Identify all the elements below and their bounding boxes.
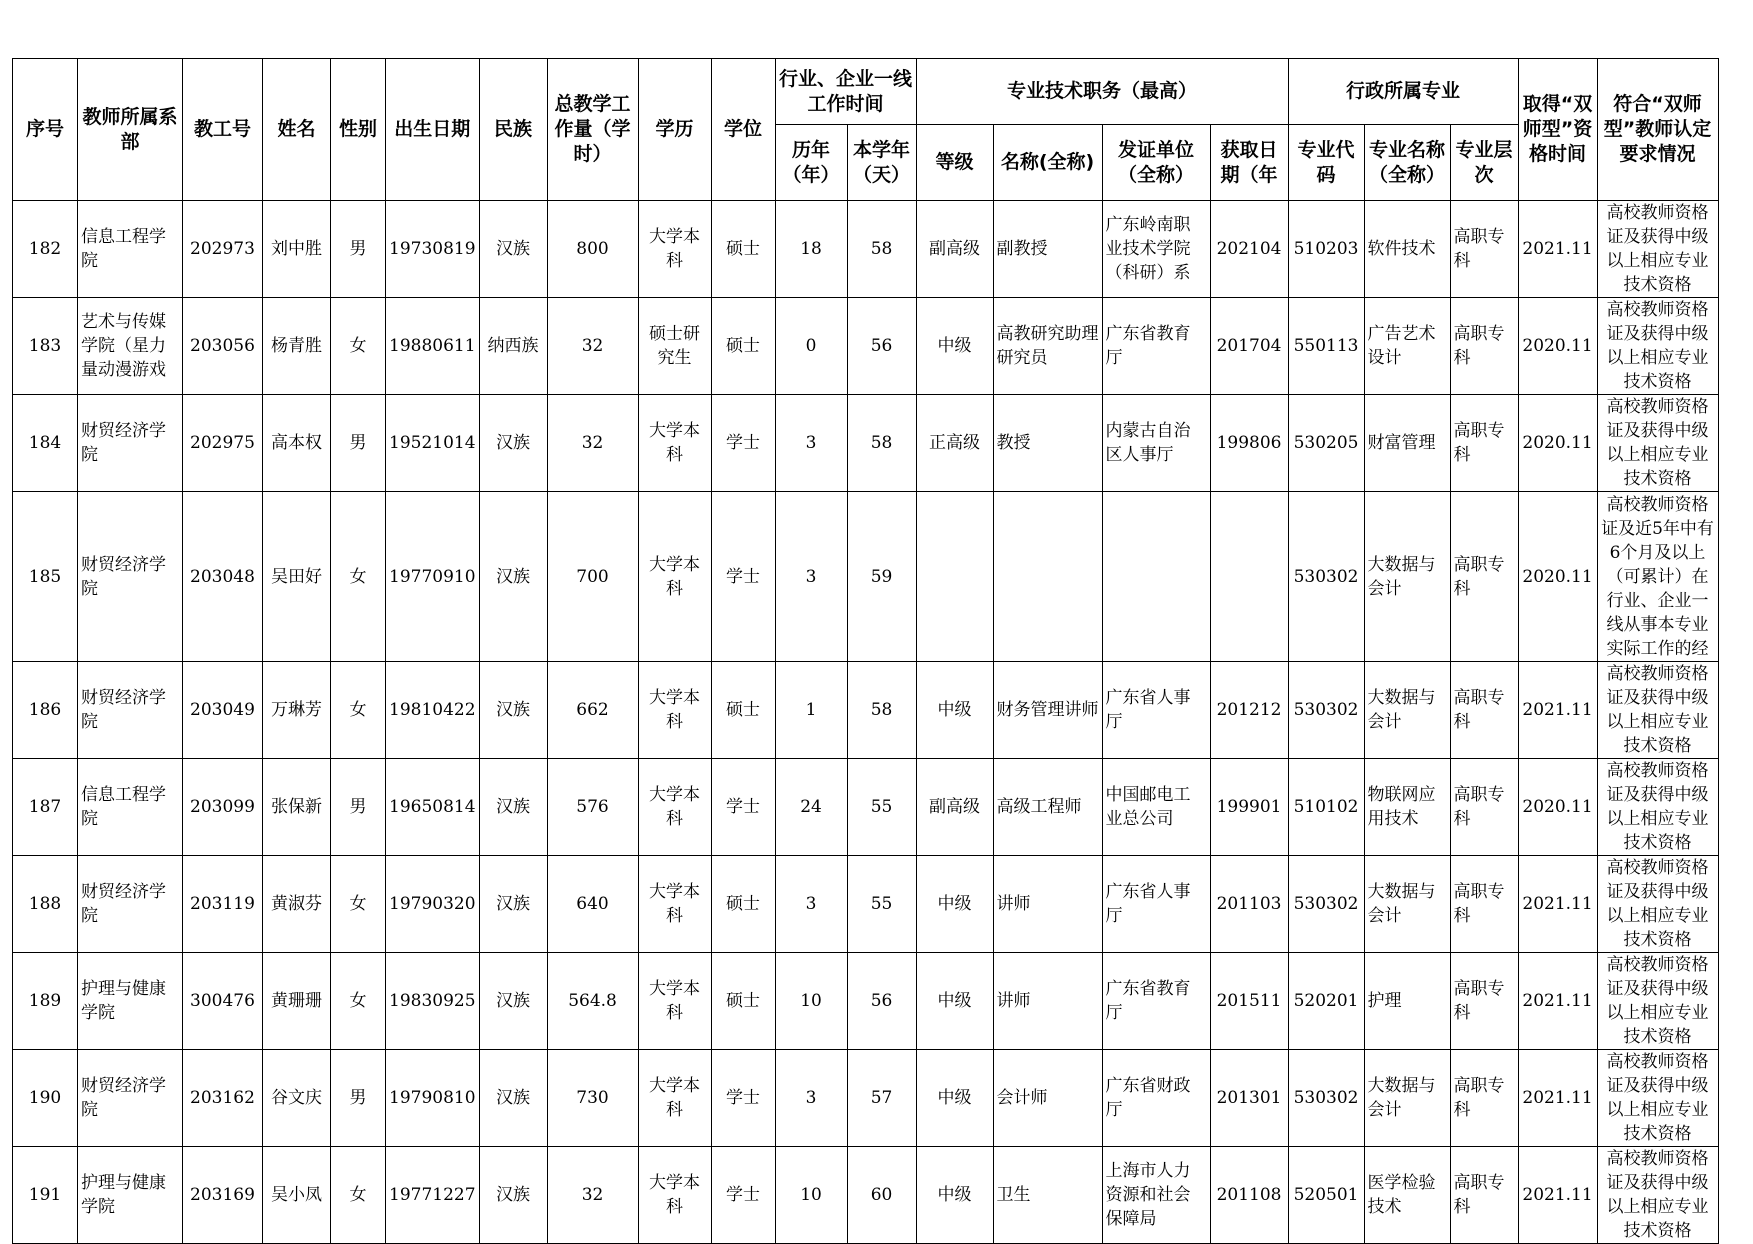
cell-degree: 硕士 (711, 856, 775, 953)
cell-staff-id: 203099 (183, 759, 263, 856)
cell-birth: 19770910 (386, 492, 480, 662)
cell-ethnic: 汉族 (479, 759, 547, 856)
cell-major-name: 医学检验技术 (1364, 1147, 1450, 1244)
cell-industry-total: 10 (775, 953, 847, 1050)
header-major-name: 专业名称（全称） (1364, 125, 1450, 201)
cell-title-date: 201301 (1210, 1050, 1288, 1147)
cell-industry-year: 59 (847, 492, 916, 662)
cell-major-name: 软件技术 (1364, 201, 1450, 298)
cell-education: 大学本科 (638, 1050, 711, 1147)
cell-gender: 男 (331, 1050, 386, 1147)
header-ethnic: 民族 (479, 59, 547, 201)
cell-gender: 男 (331, 759, 386, 856)
cell-dual-req: 高校教师资格证及获得中级以上相应专业技术资格 (1597, 856, 1718, 953)
cell-workload: 700 (547, 492, 638, 662)
cell-degree: 学士 (711, 759, 775, 856)
cell-workload: 640 (547, 856, 638, 953)
cell-ethnic: 汉族 (479, 953, 547, 1050)
header-title-level: 等级 (916, 125, 993, 201)
cell-workload: 800 (547, 201, 638, 298)
cell-title-level: 中级 (916, 953, 993, 1050)
cell-major-name: 大数据与会计 (1364, 856, 1450, 953)
cell-workload: 32 (547, 395, 638, 492)
cell-industry-total: 3 (775, 492, 847, 662)
cell-title-issuer: 内蒙古自治区人事厅 (1102, 395, 1210, 492)
cell-major-name: 广告艺术设计 (1364, 298, 1450, 395)
cell-seq: 184 (13, 395, 78, 492)
cell-staff-id: 203162 (183, 1050, 263, 1147)
cell-gender: 男 (331, 201, 386, 298)
cell-dual-req: 高校教师资格证及获得中级以上相应专业技术资格 (1597, 1050, 1718, 1147)
cell-seq: 191 (13, 1147, 78, 1244)
cell-dual-time: 2021.11 (1518, 1050, 1597, 1147)
cell-dual-time: 2020.11 (1518, 759, 1597, 856)
cell-major-code: 530302 (1288, 1050, 1364, 1147)
cell-degree: 学士 (711, 1147, 775, 1244)
cell-title-issuer: 广东省人事厅 (1102, 662, 1210, 759)
cell-major-level: 高职专科 (1450, 953, 1518, 1050)
cell-name: 黄珊珊 (263, 953, 331, 1050)
cell-seq: 185 (13, 492, 78, 662)
cell-industry-total: 3 (775, 856, 847, 953)
cell-title-date: 201511 (1210, 953, 1288, 1050)
cell-dual-time: 2021.11 (1518, 856, 1597, 953)
header-title-name: 名称(全称) (993, 125, 1102, 201)
cell-ethnic: 汉族 (479, 856, 547, 953)
cell-major-level: 高职专科 (1450, 662, 1518, 759)
cell-workload: 564.8 (547, 953, 638, 1050)
table-row (13, 662, 1719, 759)
cell-major-level: 高职专科 (1450, 298, 1518, 395)
cell-education: 硕士研究生 (638, 298, 711, 395)
cell-dual-time: 2021.11 (1518, 662, 1597, 759)
cell-ethnic: 汉族 (479, 492, 547, 662)
cell-workload: 730 (547, 1050, 638, 1147)
cell-title-level: 中级 (916, 1050, 993, 1147)
cell-birth: 19830925 (386, 953, 480, 1050)
cell-name: 高本权 (263, 395, 331, 492)
cell-name: 谷文庆 (263, 1050, 331, 1147)
cell-title-issuer: 上海市人力资源和社会保障局 (1102, 1147, 1210, 1244)
header-title-group: 专业技术职务（最高） (916, 59, 1288, 125)
cell-birth: 19771227 (386, 1147, 480, 1244)
cell-title-issuer: 广东省财政厅 (1102, 1050, 1210, 1147)
header-workload: 总教学工作量（学时） (547, 59, 638, 201)
cell-title-level: 正高级 (916, 395, 993, 492)
cell-ethnic: 汉族 (479, 662, 547, 759)
cell-dual-req: 高校教师资格证及获得中级以上相应专业技术资格 (1597, 201, 1718, 298)
cell-education: 大学本科 (638, 201, 711, 298)
header-dept: 教师所属系部 (78, 59, 183, 201)
cell-title-name: 高级工程师 (993, 759, 1102, 856)
cell-seq: 182 (13, 201, 78, 298)
cell-degree: 硕士 (711, 953, 775, 1050)
cell-dual-time: 2021.11 (1518, 1147, 1597, 1244)
header-dual-req: 符合“双师型”教师认定要求情况 (1597, 59, 1718, 201)
cell-title-name: 高教研究助理研究员 (993, 298, 1102, 395)
cell-industry-total: 24 (775, 759, 847, 856)
cell-industry-total: 3 (775, 1050, 847, 1147)
cell-birth: 19650814 (386, 759, 480, 856)
cell-education: 大学本科 (638, 492, 711, 662)
cell-gender: 女 (331, 1147, 386, 1244)
header-gender: 性别 (331, 59, 386, 201)
cell-industry-year: 56 (847, 953, 916, 1050)
cell-dept: 信息工程学院 (78, 759, 183, 856)
cell-dual-time: 2020.11 (1518, 298, 1597, 395)
cell-ethnic: 纳西族 (479, 298, 547, 395)
cell-title-date: 201108 (1210, 1147, 1288, 1244)
cell-dept: 财贸经济学院 (78, 662, 183, 759)
cell-staff-id: 203056 (183, 298, 263, 395)
header-title-issuer: 发证单位（全称） (1102, 125, 1210, 201)
cell-title-date: 201103 (1210, 856, 1288, 953)
cell-degree: 硕士 (711, 298, 775, 395)
cell-title-issuer: 广东省人事厅 (1102, 856, 1210, 953)
cell-industry-total: 10 (775, 1147, 847, 1244)
header-industry-year: 本学年（天） (847, 125, 916, 201)
cell-major-code: 530205 (1288, 395, 1364, 492)
cell-dept: 护理与健康学院 (78, 1147, 183, 1244)
cell-major-code: 530302 (1288, 856, 1364, 953)
cell-dept: 财贸经济学院 (78, 492, 183, 662)
cell-workload: 576 (547, 759, 638, 856)
cell-industry-year: 60 (847, 1147, 916, 1244)
cell-name: 万琳芳 (263, 662, 331, 759)
cell-major-code: 520501 (1288, 1147, 1364, 1244)
table-row (13, 395, 1719, 492)
cell-education: 大学本科 (638, 395, 711, 492)
cell-industry-year: 58 (847, 201, 916, 298)
table-row (13, 492, 1719, 662)
cell-major-level: 高职专科 (1450, 759, 1518, 856)
cell-major-name: 大数据与会计 (1364, 662, 1450, 759)
cell-major-name: 护理 (1364, 953, 1450, 1050)
cell-dept: 财贸经济学院 (78, 856, 183, 953)
cell-gender: 女 (331, 492, 386, 662)
cell-title-date (1210, 492, 1288, 662)
cell-staff-id: 203169 (183, 1147, 263, 1244)
header-seq: 序号 (13, 59, 78, 201)
cell-major-code: 530302 (1288, 662, 1364, 759)
cell-dual-time: 2020.11 (1518, 395, 1597, 492)
cell-dept: 护理与健康学院 (78, 953, 183, 1050)
cell-seq: 190 (13, 1050, 78, 1147)
cell-major-code: 550113 (1288, 298, 1364, 395)
cell-major-level: 高职专科 (1450, 201, 1518, 298)
cell-workload: 32 (547, 298, 638, 395)
cell-industry-year: 55 (847, 856, 916, 953)
cell-staff-id: 203119 (183, 856, 263, 953)
cell-staff-id: 203048 (183, 492, 263, 662)
table-row (13, 953, 1719, 1050)
cell-education: 大学本科 (638, 953, 711, 1050)
cell-title-level: 中级 (916, 1147, 993, 1244)
header-major-code: 专业代码 (1288, 125, 1364, 201)
cell-dual-req: 高校教师资格证及获得中级以上相应专业技术资格 (1597, 759, 1718, 856)
cell-title-date: 199901 (1210, 759, 1288, 856)
cell-industry-total: 18 (775, 201, 847, 298)
table-row (13, 201, 1719, 298)
cell-name: 黄淑芬 (263, 856, 331, 953)
cell-title-issuer: 中国邮电工业总公司 (1102, 759, 1210, 856)
cell-major-name: 大数据与会计 (1364, 1050, 1450, 1147)
cell-title-name: 财务管理讲师 (993, 662, 1102, 759)
cell-title-name: 教授 (993, 395, 1102, 492)
cell-staff-id: 203049 (183, 662, 263, 759)
cell-industry-year: 56 (847, 298, 916, 395)
header-birth: 出生日期 (386, 59, 480, 201)
cell-major-name: 物联网应用技术 (1364, 759, 1450, 856)
cell-title-name: 讲师 (993, 953, 1102, 1050)
cell-name: 刘中胜 (263, 201, 331, 298)
cell-title-name: 讲师 (993, 856, 1102, 953)
cell-major-code: 530302 (1288, 492, 1364, 662)
cell-name: 吴田好 (263, 492, 331, 662)
cell-education: 大学本科 (638, 759, 711, 856)
cell-dual-time: 2021.11 (1518, 201, 1597, 298)
header-name: 姓名 (263, 59, 331, 201)
cell-birth: 19880611 (386, 298, 480, 395)
cell-dept: 财贸经济学院 (78, 395, 183, 492)
cell-ethnic: 汉族 (479, 1050, 547, 1147)
cell-dual-req: 高校教师资格证及获得中级以上相应专业技术资格 (1597, 395, 1718, 492)
cell-education: 大学本科 (638, 1147, 711, 1244)
cell-seq: 186 (13, 662, 78, 759)
cell-dual-time: 2021.11 (1518, 953, 1597, 1050)
cell-title-date: 199806 (1210, 395, 1288, 492)
cell-industry-total: 1 (775, 662, 847, 759)
cell-seq: 189 (13, 953, 78, 1050)
header-industry-group: 行业、企业一线工作时间 (775, 59, 916, 125)
cell-title-issuer: 广东岭南职业技术学院（科研）系 (1102, 201, 1210, 298)
cell-education: 大学本科 (638, 856, 711, 953)
cell-industry-year: 58 (847, 395, 916, 492)
cell-staff-id: 202973 (183, 201, 263, 298)
cell-title-issuer: 广东省教育厅 (1102, 953, 1210, 1050)
cell-industry-year: 57 (847, 1050, 916, 1147)
cell-name: 吴小凤 (263, 1147, 331, 1244)
cell-birth: 19810422 (386, 662, 480, 759)
cell-degree: 学士 (711, 492, 775, 662)
cell-seq: 183 (13, 298, 78, 395)
cell-major-code: 510102 (1288, 759, 1364, 856)
cell-gender: 女 (331, 298, 386, 395)
cell-dept: 财贸经济学院 (78, 1050, 183, 1147)
cell-gender: 女 (331, 953, 386, 1050)
cell-degree: 硕士 (711, 201, 775, 298)
cell-dual-req: 高校教师资格证及近5年中有6个月及以上（可累计）在行业、企业一线从事本专业实际工作的经 (1597, 492, 1718, 662)
cell-major-level: 高职专科 (1450, 856, 1518, 953)
cell-dual-time: 2020.11 (1518, 492, 1597, 662)
cell-ethnic: 汉族 (479, 201, 547, 298)
cell-birth: 19730819 (386, 201, 480, 298)
cell-birth: 19790810 (386, 1050, 480, 1147)
table-row (13, 1050, 1719, 1147)
header-education: 学历 (638, 59, 711, 201)
cell-industry-year: 55 (847, 759, 916, 856)
cell-staff-id: 202975 (183, 395, 263, 492)
cell-birth: 19521014 (386, 395, 480, 492)
header-dual-time: 取得“双师型”资格时间 (1518, 59, 1597, 201)
cell-dual-req: 高校教师资格证及获得中级以上相应专业技术资格 (1597, 298, 1718, 395)
header-major-level: 专业层次 (1450, 125, 1518, 201)
cell-education: 大学本科 (638, 662, 711, 759)
cell-dept: 信息工程学院 (78, 201, 183, 298)
cell-name: 杨青胜 (263, 298, 331, 395)
cell-degree: 学士 (711, 395, 775, 492)
table-row (13, 298, 1719, 395)
cell-major-level: 高职专科 (1450, 492, 1518, 662)
header-title-date: 获取日期（年 (1210, 125, 1288, 201)
cell-title-level: 副高级 (916, 201, 993, 298)
cell-ethnic: 汉族 (479, 395, 547, 492)
cell-industry-total: 3 (775, 395, 847, 492)
cell-ethnic: 汉族 (479, 1147, 547, 1244)
cell-title-name: 副教授 (993, 201, 1102, 298)
table-row (13, 856, 1719, 953)
cell-major-name: 大数据与会计 (1364, 492, 1450, 662)
cell-title-level: 中级 (916, 856, 993, 953)
cell-title-issuer (1102, 492, 1210, 662)
cell-gender: 女 (331, 662, 386, 759)
cell-dual-req: 高校教师资格证及获得中级以上相应专业技术资格 (1597, 1147, 1718, 1244)
cell-workload: 32 (547, 1147, 638, 1244)
cell-industry-total: 0 (775, 298, 847, 395)
cell-gender: 男 (331, 395, 386, 492)
cell-title-date: 201212 (1210, 662, 1288, 759)
cell-degree: 学士 (711, 1050, 775, 1147)
cell-dept: 艺术与传媒学院（星力量动漫游戏 (78, 298, 183, 395)
cell-title-level: 中级 (916, 298, 993, 395)
cell-major-level: 高职专科 (1450, 1147, 1518, 1244)
header-major-group: 行政所属专业 (1288, 59, 1518, 125)
cell-staff-id: 300476 (183, 953, 263, 1050)
cell-title-level: 副高级 (916, 759, 993, 856)
cell-title-level: 中级 (916, 662, 993, 759)
table-row (13, 759, 1719, 856)
cell-title-level (916, 492, 993, 662)
cell-industry-year: 58 (847, 662, 916, 759)
cell-seq: 188 (13, 856, 78, 953)
cell-title-date: 201704 (1210, 298, 1288, 395)
cell-birth: 19790320 (386, 856, 480, 953)
cell-major-name: 财富管理 (1364, 395, 1450, 492)
cell-title-issuer: 广东省教育厅 (1102, 298, 1210, 395)
cell-major-level: 高职专科 (1450, 395, 1518, 492)
cell-major-code: 520201 (1288, 953, 1364, 1050)
cell-degree: 硕士 (711, 662, 775, 759)
header-industry-total: 历年（年） (775, 125, 847, 201)
cell-title-name (993, 492, 1102, 662)
table-row (13, 1147, 1719, 1244)
cell-title-name: 会计师 (993, 1050, 1102, 1147)
cell-gender: 女 (331, 856, 386, 953)
cell-workload: 662 (547, 662, 638, 759)
header-degree: 学位 (711, 59, 775, 201)
cell-name: 张保新 (263, 759, 331, 856)
cell-dual-req: 高校教师资格证及获得中级以上相应专业技术资格 (1597, 953, 1718, 1050)
cell-title-date: 202104 (1210, 201, 1288, 298)
cell-major-code: 510203 (1288, 201, 1364, 298)
cell-seq: 187 (13, 759, 78, 856)
cell-major-level: 高职专科 (1450, 1050, 1518, 1147)
cell-title-name: 卫生 (993, 1147, 1102, 1244)
cell-dual-req: 高校教师资格证及获得中级以上相应专业技术资格 (1597, 662, 1718, 759)
header-staff-id: 教工号 (183, 59, 263, 201)
teacher-table (12, 58, 1719, 1244)
